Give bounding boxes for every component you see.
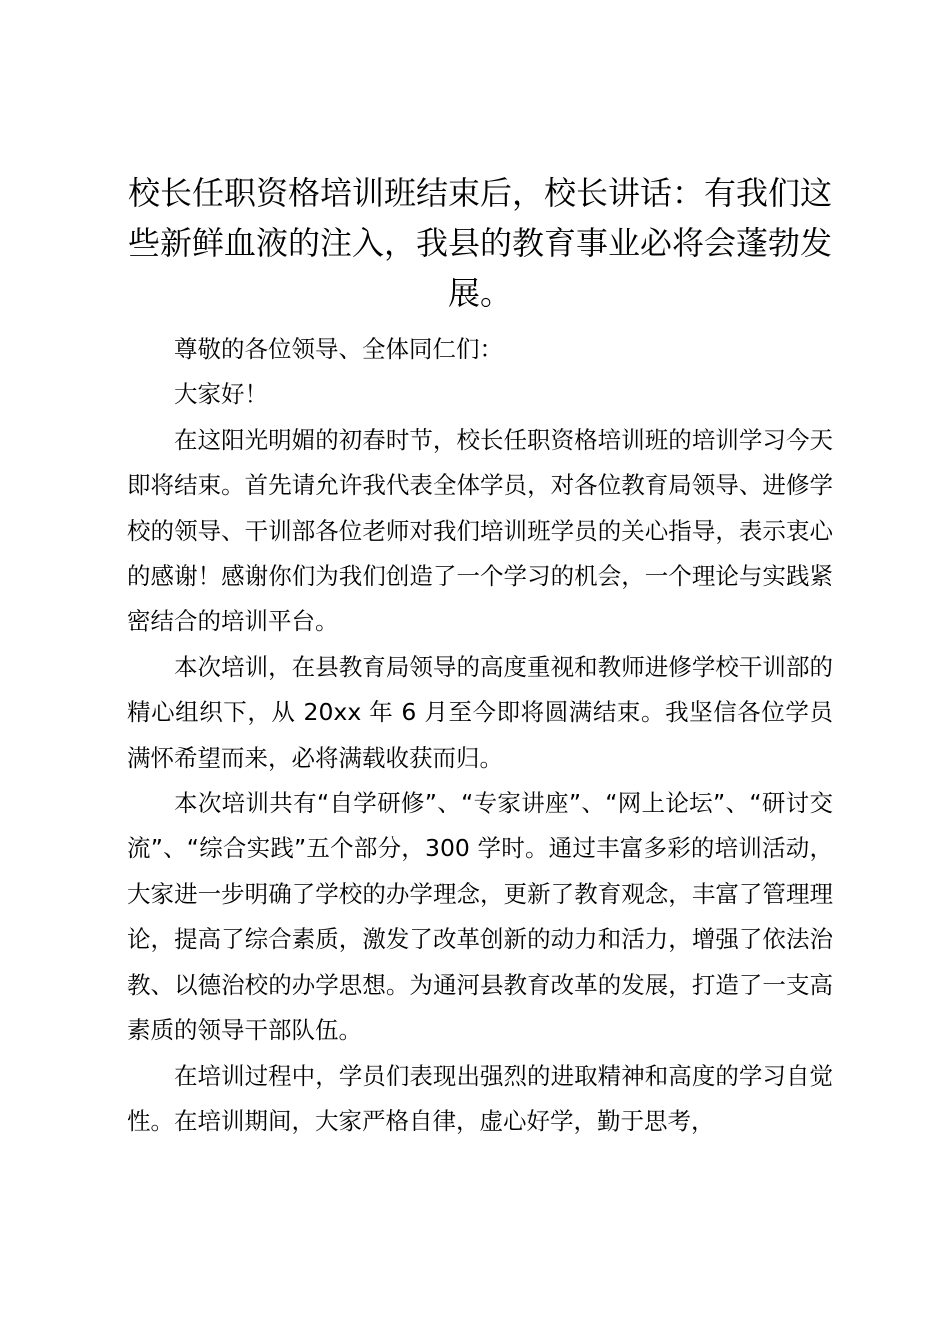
greeting-paragraph: 大家好！ xyxy=(174,380,268,409)
body-paragraph: 本次培训共有“自学研修”、“专家讲座”、“网上论坛”、“研讨交流”、“综合实践”五个部分，300 学时。通过丰富多彩的培训活动，大家进一步明确了学校的办学理念，更新了教育观念，丰富了管理理论，提高了综合素质，激发了改革创新的动力和活力，增强了依法治教、以德治校的办学思想。为通河县教育改革的发展，打造了一支高素质的领导干部队伍。 xyxy=(127,789,833,1045)
body-paragraph: 在培训过程中，学员们表现出强烈的进取精神和高度的学习自觉性。在培训期间，大家严格自律，虚心好学，勤于思考， xyxy=(127,1061,833,1135)
body-paragraph: 本次培训，在县教育局领导的高度重视和教师进修学校干训部的精心组织下，从 20xx 年 6 月至今即将圆满结束。我坚信各位学员满怀希望而来，必将满载收获而归。 xyxy=(127,652,833,772)
salutation-paragraph: 尊敬的各位领导、全体同仁们： xyxy=(174,335,503,363)
document-title: 校长任职资格培训班结束后，校长讲话：有我们这些新鲜血液的注入，我县的教育事业必将会蓬勃发展。 xyxy=(127,174,832,312)
document-page xyxy=(127,168,833,1144)
body-paragraph: 在这阳光明媚的初春时节，校长任职资格培训班的培训学习今天即将结束。首先请允许我代表全体学员，对各位教育局领导、进修学校的领导、干训部各位老师对我们培训班学员的关心指导，表示衷心的感谢！感谢你们为我们创造了一个学习的机会，一个理论与实践紧密结合的培训平台。 xyxy=(127,425,833,636)
